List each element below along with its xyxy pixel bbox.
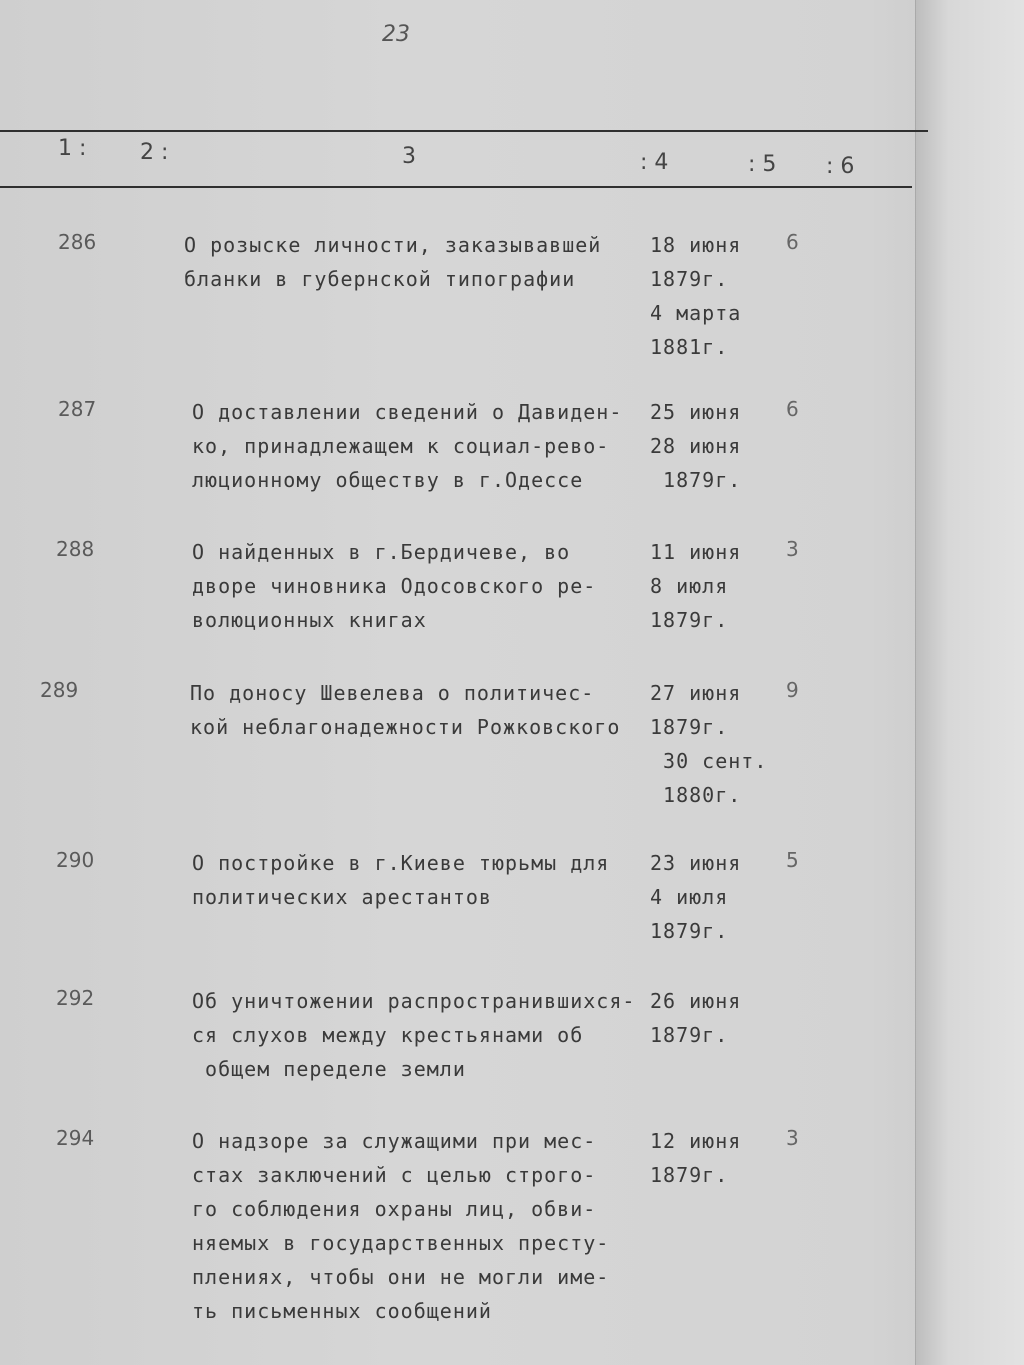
entry-title <box>184 228 654 296</box>
entry-title <box>190 676 660 744</box>
header-col-2: 2 : <box>140 140 169 165</box>
entry-title-line: люционному обществу в г.Одессе <box>192 468 584 492</box>
entry-title-line: О найденных в г.Бердичеве, во <box>192 540 571 564</box>
entry-number: 289 <box>40 678 79 702</box>
entry-date-line: 1879г. <box>650 715 729 739</box>
entry-date-line: 1879г. <box>650 1023 729 1047</box>
entry-title-line: бланки в губернской типографии <box>184 267 576 291</box>
entry-date-line: 1880г. <box>650 783 742 807</box>
header-top-rule <box>0 130 928 132</box>
entry-title-line: ся слухов между крестьянами об <box>192 1023 584 1047</box>
entry-date-line: 11 июня <box>650 540 742 564</box>
entry-title-line: ко, принадлежащем к социал-рево- <box>192 434 610 458</box>
header-col-5: : 5 <box>748 152 777 177</box>
entry-dates <box>650 676 770 812</box>
entry-title <box>192 984 662 1086</box>
entry-sheet-count: 5 <box>786 848 799 872</box>
entry-title-line: По доносу Шевелева о политичес- <box>190 681 595 705</box>
entry-title-line: политических арестантов <box>192 885 492 909</box>
entry-sheet-count: 6 <box>786 397 799 421</box>
entry-date-line: 18 июня <box>650 233 742 257</box>
entry-title-line: кой неблагонадежности Рожковского <box>190 715 621 739</box>
entry-date-line: 25 июня <box>650 400 742 424</box>
entry-date-line: 30 сент. <box>650 749 768 773</box>
entry-date-line: 28 июня <box>650 434 742 458</box>
entry-dates <box>650 228 770 364</box>
entry-title <box>192 1124 662 1328</box>
entry-title-line: дворе чиновника Одосовского ре- <box>192 574 597 598</box>
entry-date-line: 1879г. <box>650 608 729 632</box>
entry-title-line: О постройке в г.Киеве тюрьмы для <box>192 851 610 875</box>
entry-number: 287 <box>58 397 97 421</box>
entry-title-line: стах заключений с целью строго- <box>192 1163 597 1187</box>
underlying-page-edge <box>915 0 1024 1365</box>
entry-title-line: О доставлении сведений о Давиден- <box>192 400 623 424</box>
entry-title-line: плениях, чтобы они не могли име- <box>192 1265 610 1289</box>
entry-dates <box>650 846 770 948</box>
header-col-3: 3 <box>402 144 416 169</box>
entry-sheet-count: 3 <box>786 537 799 561</box>
page-number: 23 <box>382 22 410 47</box>
entry-title <box>192 535 662 637</box>
entry-number: 286 <box>58 230 97 254</box>
entry-title-line: общем переделе земли <box>192 1057 466 1081</box>
entry-date-line: 27 июня <box>650 681 742 705</box>
column-header-row <box>0 136 912 182</box>
entry-date-line: 12 июня <box>650 1129 742 1153</box>
entry-title-line: волюционных книгах <box>192 608 427 632</box>
entry-sheet-count: 3 <box>786 1126 799 1150</box>
entry-date-line: 1879г. <box>650 468 742 492</box>
header-bottom-rule <box>0 186 912 188</box>
entry-title-line: няемых в государственных престу- <box>192 1231 610 1255</box>
entry-sheet-count: 6 <box>786 230 799 254</box>
entry-dates <box>650 395 770 497</box>
header-col-6: : 6 <box>826 154 855 179</box>
entry-dates <box>650 984 770 1052</box>
header-col-4: : 4 <box>640 150 669 175</box>
entry-date-line: 8 июля <box>650 574 729 598</box>
entry-title <box>192 395 662 497</box>
entry-number: 290 <box>56 848 95 872</box>
entry-title-line: Об уничтожении распространившихся- <box>192 989 636 1013</box>
entry-number: 288 <box>56 537 95 561</box>
entry-number: 294 <box>56 1126 95 1150</box>
entry-dates <box>650 1124 770 1192</box>
header-col-1: 1 : <box>58 136 87 161</box>
entry-date-line: 26 июня <box>650 989 742 1013</box>
entry-date-line: 1879г. <box>650 267 729 291</box>
entry-title-line: го соблюдения охраны лиц, обви- <box>192 1197 597 1221</box>
entry-sheet-count: 9 <box>786 678 799 702</box>
entry-title-line: О розыске личности, заказывавшей <box>184 233 602 257</box>
entry-number: 292 <box>56 986 95 1010</box>
entry-title <box>192 846 662 914</box>
entry-title-line: О надзоре за служащими при мес- <box>192 1129 597 1153</box>
entry-date-line: 1879г. <box>650 1163 729 1187</box>
entry-date-line: 4 марта <box>650 301 742 325</box>
entry-date-line: 4 июля <box>650 885 729 909</box>
entry-date-line: 23 июня <box>650 851 742 875</box>
entry-title-line: ть письменных сообщений <box>192 1299 492 1323</box>
entry-date-line: 1879г. <box>650 919 729 943</box>
entry-dates <box>650 535 770 637</box>
entry-date-line: 1881г. <box>650 335 729 359</box>
